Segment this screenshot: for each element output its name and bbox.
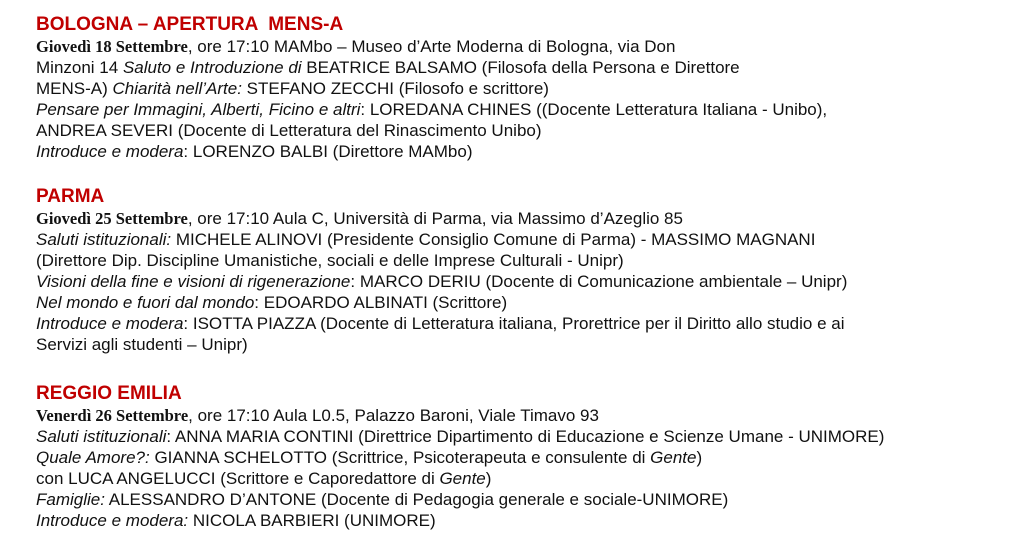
section-title-parma: PARMA <box>36 186 105 207</box>
program-line <box>36 468 1004 489</box>
program-italic-text: Chiarità nell’Arte: <box>112 79 242 98</box>
event-date: Giovedì 18 Settembre <box>36 37 188 56</box>
program-text: (Direttore Dip. Discipline Umanistiche, sociali e delle Imprese Culturali - Unipr) <box>36 251 624 270</box>
program-italic-text: Saluti istituzionali <box>36 427 167 446</box>
program-line <box>36 271 1004 292</box>
program-text: MENS-A) <box>36 79 113 98</box>
event-venue: , ore 17:10 Aula C, Università di Parma, via Massimo d’Azeglio 85 <box>187 209 683 228</box>
program-italic-text: Famiglie: <box>36 490 105 509</box>
program-line <box>36 510 1004 531</box>
program-line <box>36 292 1004 313</box>
event-venue: , ore 17:10 Aula L0.5, Palazzo Baroni, Viale Timavo 93 <box>188 406 599 425</box>
program-text: GIANNA SCHELOTTO (Scrittrice, Psicoterapeuta e consulente di <box>149 448 651 467</box>
program-text: con LUCA ANGELUCCI (Scrittore e Caporedattore di <box>36 469 440 488</box>
program-italic-text: Introduce e modera <box>36 142 184 161</box>
section-title-reggio-emilia: REGGIO EMILIA <box>36 383 182 404</box>
event-date-line <box>36 405 1004 426</box>
program-italic-text: Nel mondo e fuori dal mondo <box>36 293 255 312</box>
program-line <box>36 57 1004 78</box>
program-text: : LOREDANA CHINES ((Docente Letteratura Italiana - Unibo), <box>360 100 828 119</box>
program-line <box>36 334 1004 355</box>
program-line <box>36 426 1004 447</box>
section-title-bologna: BOLOGNA – APERTURA MENS-A <box>36 14 344 35</box>
program-text: : EDOARDO ALBINATI (Scrittore) <box>254 293 508 312</box>
program-text: : ANNA MARIA CONTINI (Direttrice Dipartimento di Educazione e Scienze Umane - UNIMORE) <box>166 427 885 446</box>
program-italic-text: Introduce e modera <box>36 314 184 333</box>
program-line <box>36 120 1004 141</box>
event-date-line <box>36 208 1004 229</box>
program-text: ) <box>485 469 492 488</box>
program-line <box>36 78 1004 99</box>
section-bologna <box>36 14 1004 162</box>
program-italic-text: Gente <box>650 448 697 467</box>
program-text: STEFANO ZECCHI (Filosofo e scrittore) <box>241 79 549 98</box>
program-text: Minzoni 14 <box>36 58 123 77</box>
program-line <box>36 313 1004 334</box>
program-text: NICOLA BARBIERI (UNIMORE) <box>188 511 436 530</box>
program-line <box>36 447 1004 468</box>
event-date: Giovedì 25 Settembre <box>36 209 188 228</box>
program-line <box>36 229 1004 250</box>
program-line <box>36 250 1004 271</box>
program-line <box>36 141 1004 162</box>
program-text: : LORENZO BALBI (Direttore MAMbo) <box>183 142 473 161</box>
event-venue: , ore 17:10 MAMbo – Museo d’Arte Moderna di Bologna, via Don <box>187 37 676 56</box>
event-date: Venerdì 26 Settembre <box>36 406 189 425</box>
program-text: Servizi agli studenti – Unipr) <box>36 335 248 354</box>
program-line <box>36 99 1004 120</box>
event-date-line <box>36 36 1004 57</box>
program-italic-text: Gente <box>439 469 486 488</box>
program-italic-text: Saluto e Introduzione di <box>122 58 302 77</box>
section-reggio-emilia <box>36 383 1004 531</box>
program-text: ALESSANDRO D’ANTONE (Docente di Pedagogia generale e sociale-UNIMORE) <box>104 490 729 509</box>
program-text: : ISOTTA PIAZZA (Docente di Letteratura italiana, Prorettrice per il Diritto allo studio e ai <box>183 314 845 333</box>
program-italic-text: Quale Amore?: <box>36 448 150 467</box>
program-italic-text: Pensare per Immagini, Alberti, Ficino e altri <box>36 100 361 119</box>
section-parma <box>36 186 1004 355</box>
program-italic-text: Introduce e modera: <box>36 511 189 530</box>
program-text: MICHELE ALINOVI (Presidente Consiglio Comune di Parma) - MASSIMO MAGNANI <box>171 230 816 249</box>
program-italic-text: Saluti istituzionali: <box>36 230 172 249</box>
program-line <box>36 489 1004 510</box>
program-text: BEATRICE BALSAMO (Filosofa della Persona e Direttore <box>301 58 740 77</box>
program-italic-text: Visioni della fine e visioni di rigenerazione <box>36 272 351 291</box>
program-text: ANDREA SEVERI (Docente di Letteratura del Rinascimento Unibo) <box>36 121 542 140</box>
program-text: ) <box>696 448 703 467</box>
program-text: : MARCO DERIU (Docente di Comunicazione ambientale – Unipr) <box>350 272 848 291</box>
